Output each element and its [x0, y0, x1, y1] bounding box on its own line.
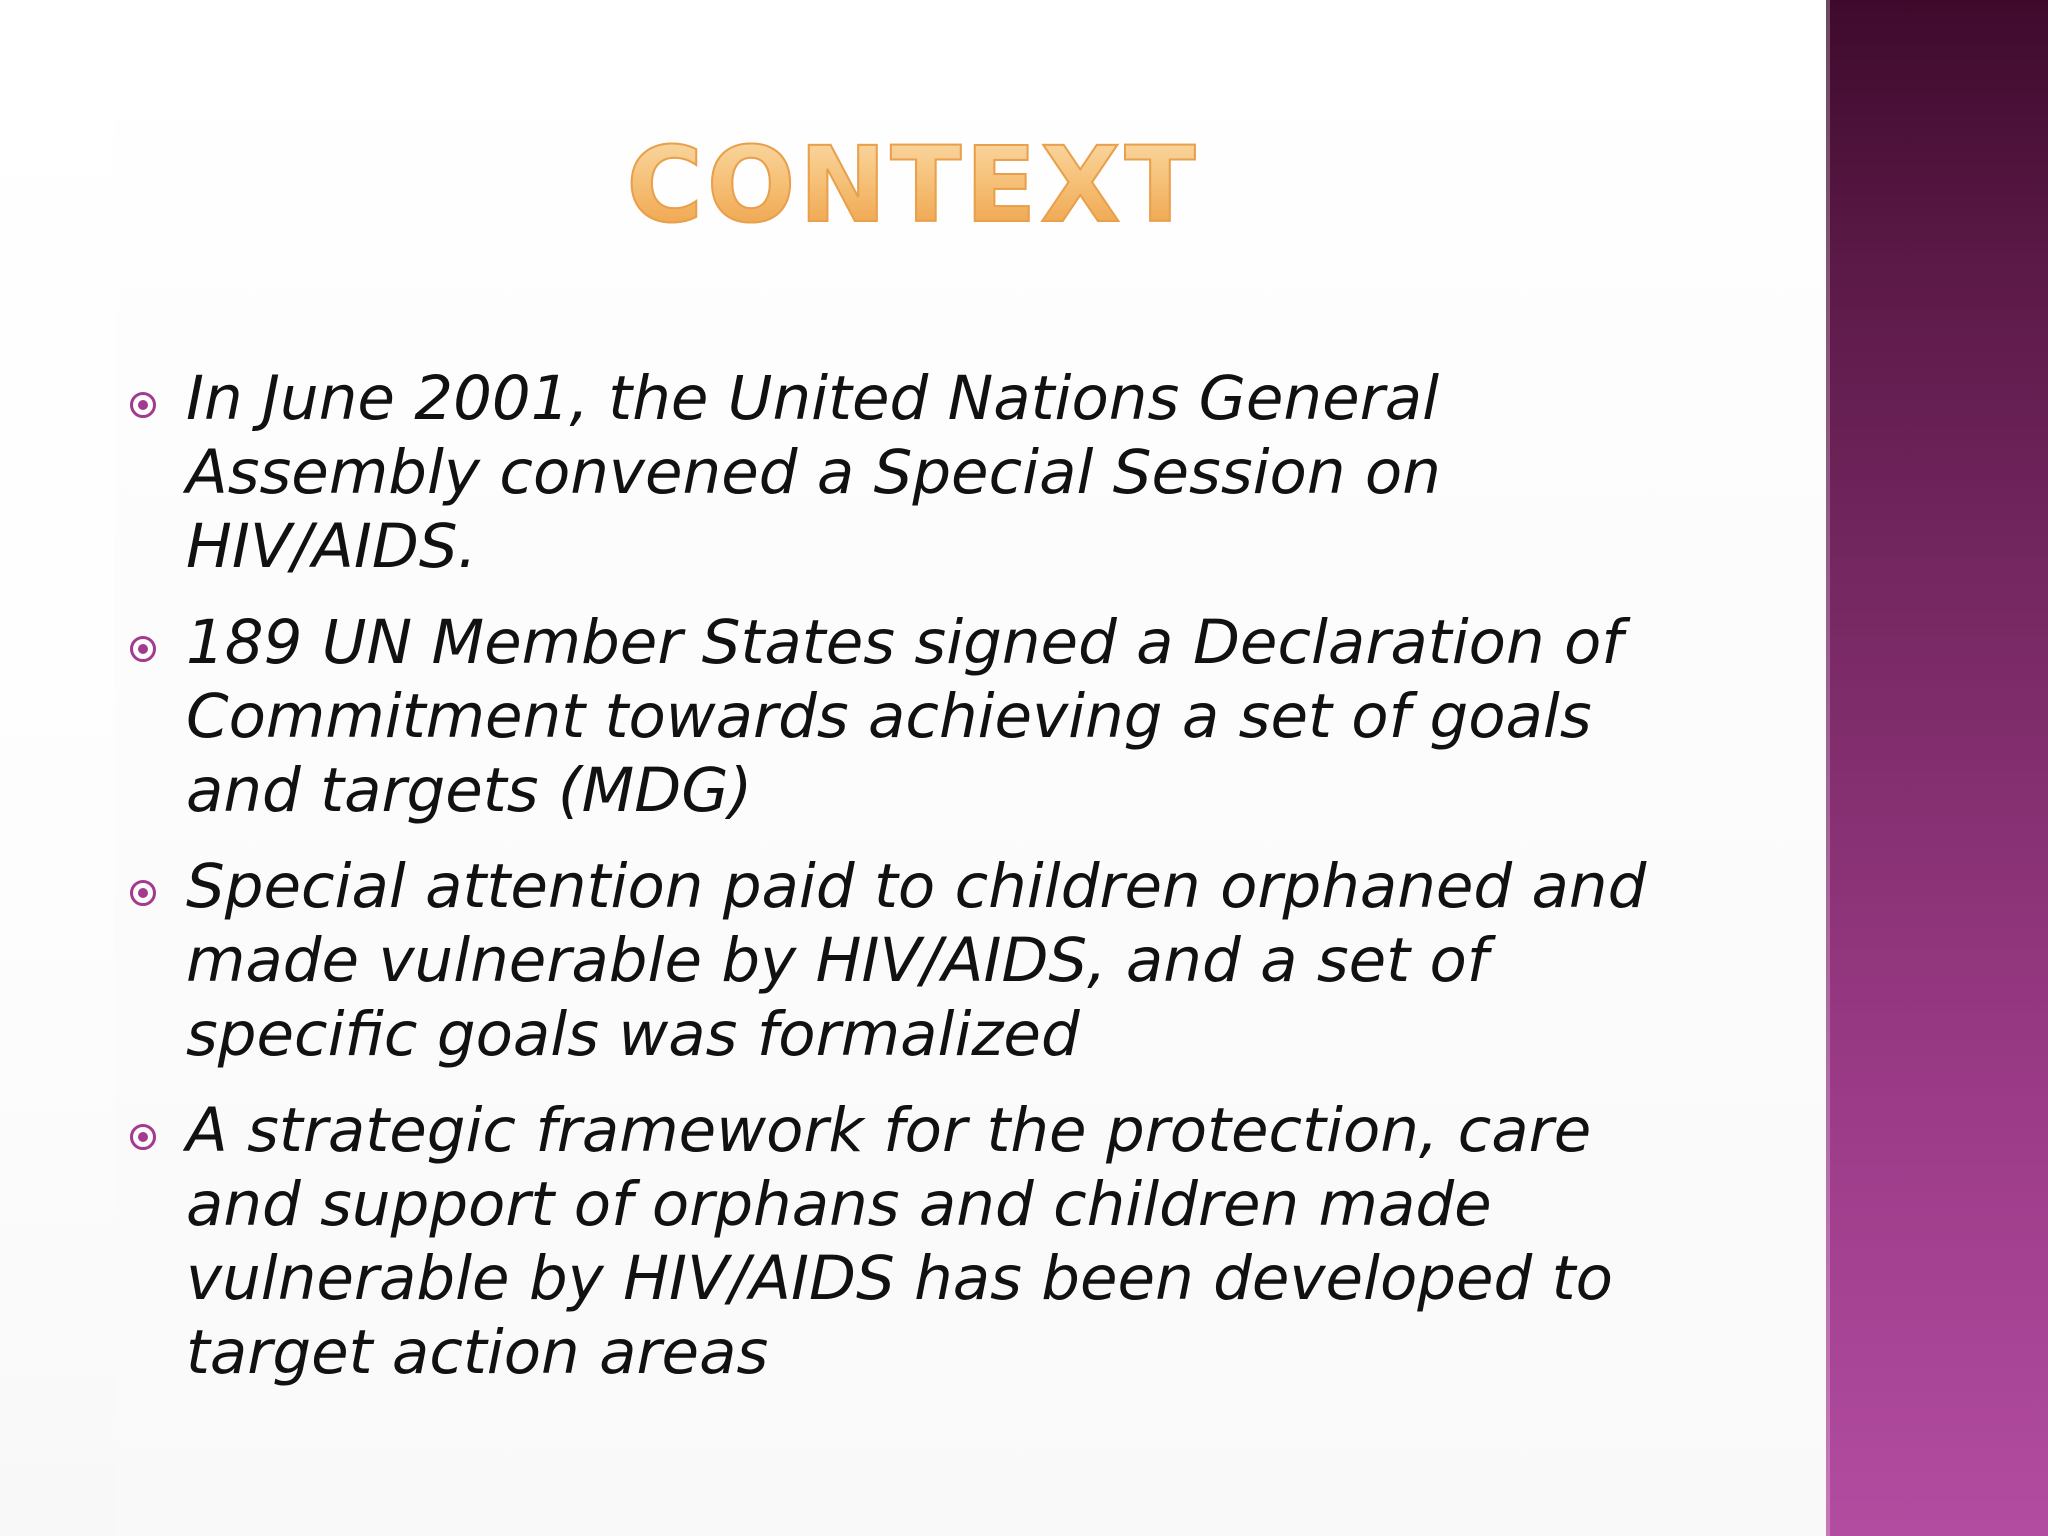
decorative-sidebar — [1826, 0, 2048, 1536]
bullet-item — [130, 850, 1690, 1072]
circled-dot-bullet-icon — [130, 392, 156, 418]
bullet-list — [130, 362, 1690, 1412]
circled-dot-bullet-icon — [130, 880, 156, 906]
bullet-text: Special attention paid to children orphaned and made vulnerable by HIV/AIDS, and a set of specific goals was formalized — [186, 851, 1647, 1070]
bullet-item — [130, 1094, 1690, 1390]
circled-dot-bullet-icon — [130, 1124, 156, 1150]
bullet-text: In June 2001, the United Nations General Assembly convened a Special Session on HIV/AIDS. — [186, 363, 1441, 582]
slide-title: CONTEXT — [0, 120, 1826, 250]
bullet-item — [130, 606, 1690, 828]
circled-dot-bullet-icon — [130, 636, 156, 662]
bullet-text: A strategic framework for the protection, care and support of orphans and children made vulnerable by HIV/AIDS has been developed to target action areas — [186, 1095, 1613, 1388]
bullet-text: 189 UN Member States signed a Declaration of Commitment towards achieving a set of goals and targets (MDG) — [186, 607, 1623, 826]
bullet-item — [130, 362, 1690, 584]
